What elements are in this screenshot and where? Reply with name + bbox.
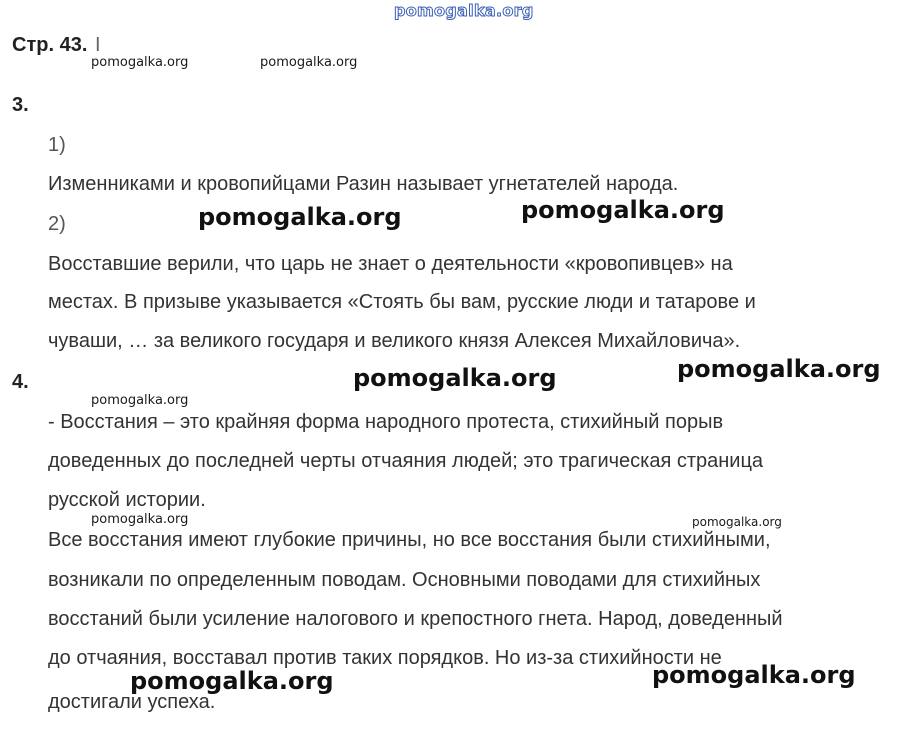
watermark: pomogalka.org <box>198 203 402 231</box>
section-4-line: доведенных до последней черты отчаяния людей; это трагическая страница <box>48 450 764 472</box>
watermark: pomogalka.org <box>130 667 334 695</box>
text-cursor: I <box>94 34 101 56</box>
section-4-line: Все восстания имеют глубокие причины, но все восстания были стихийными, <box>48 529 771 551</box>
watermark: pomogalka.org <box>91 393 189 408</box>
section-3-number: 3. <box>12 94 29 116</box>
watermark: pomogalka.org <box>353 364 557 392</box>
item-1-label: 1) <box>48 134 66 156</box>
watermark: pomogalka.org <box>677 355 881 383</box>
watermark: pomogalka.org <box>91 512 189 527</box>
watermark: pomogalka.org <box>260 55 358 70</box>
section-4-line: восстаний были усиление налогового и крепостного гнета. Народ, доведенный <box>48 608 783 630</box>
watermark: pomogalka.org <box>692 515 782 529</box>
page-heading <box>12 34 101 57</box>
watermark: pomogalka.org <box>91 55 189 70</box>
section-4-line: до отчаяния, восставал против таких порядков. Но из-за стихийности не <box>48 647 722 669</box>
section-4-line: русской истории. <box>48 489 206 511</box>
item-2-line: местах. В призыве указывается «Стоять бы вам, русские люди и татарове и <box>48 291 756 313</box>
page-heading-text: Стр. 43. <box>12 34 88 56</box>
watermark: pomogalka.org <box>521 196 725 224</box>
section-4-number: 4. <box>12 371 29 393</box>
section-4-line: возникали по определенным поводам. Основными поводами для стихийных <box>48 569 761 591</box>
top-watermark: pomogalka.org <box>394 1 534 20</box>
item-2-label: 2) <box>48 213 66 235</box>
item-2-line: Восставшие верили, что царь не знает о деятельности «кровопивцев» на <box>48 253 733 275</box>
item-1-text: Изменниками и кровопийцами Разин называет угнетателей народа. <box>48 173 679 195</box>
item-2-line: чуваши, … за великого государя и великого князя Алексея Михайловича». <box>48 330 741 352</box>
watermark: pomogalka.org <box>652 661 856 689</box>
section-4-line: - Восстания – это крайняя форма народного протеста, стихийный порыв <box>48 411 724 433</box>
section-4-line: достигали успеха. <box>48 691 216 713</box>
